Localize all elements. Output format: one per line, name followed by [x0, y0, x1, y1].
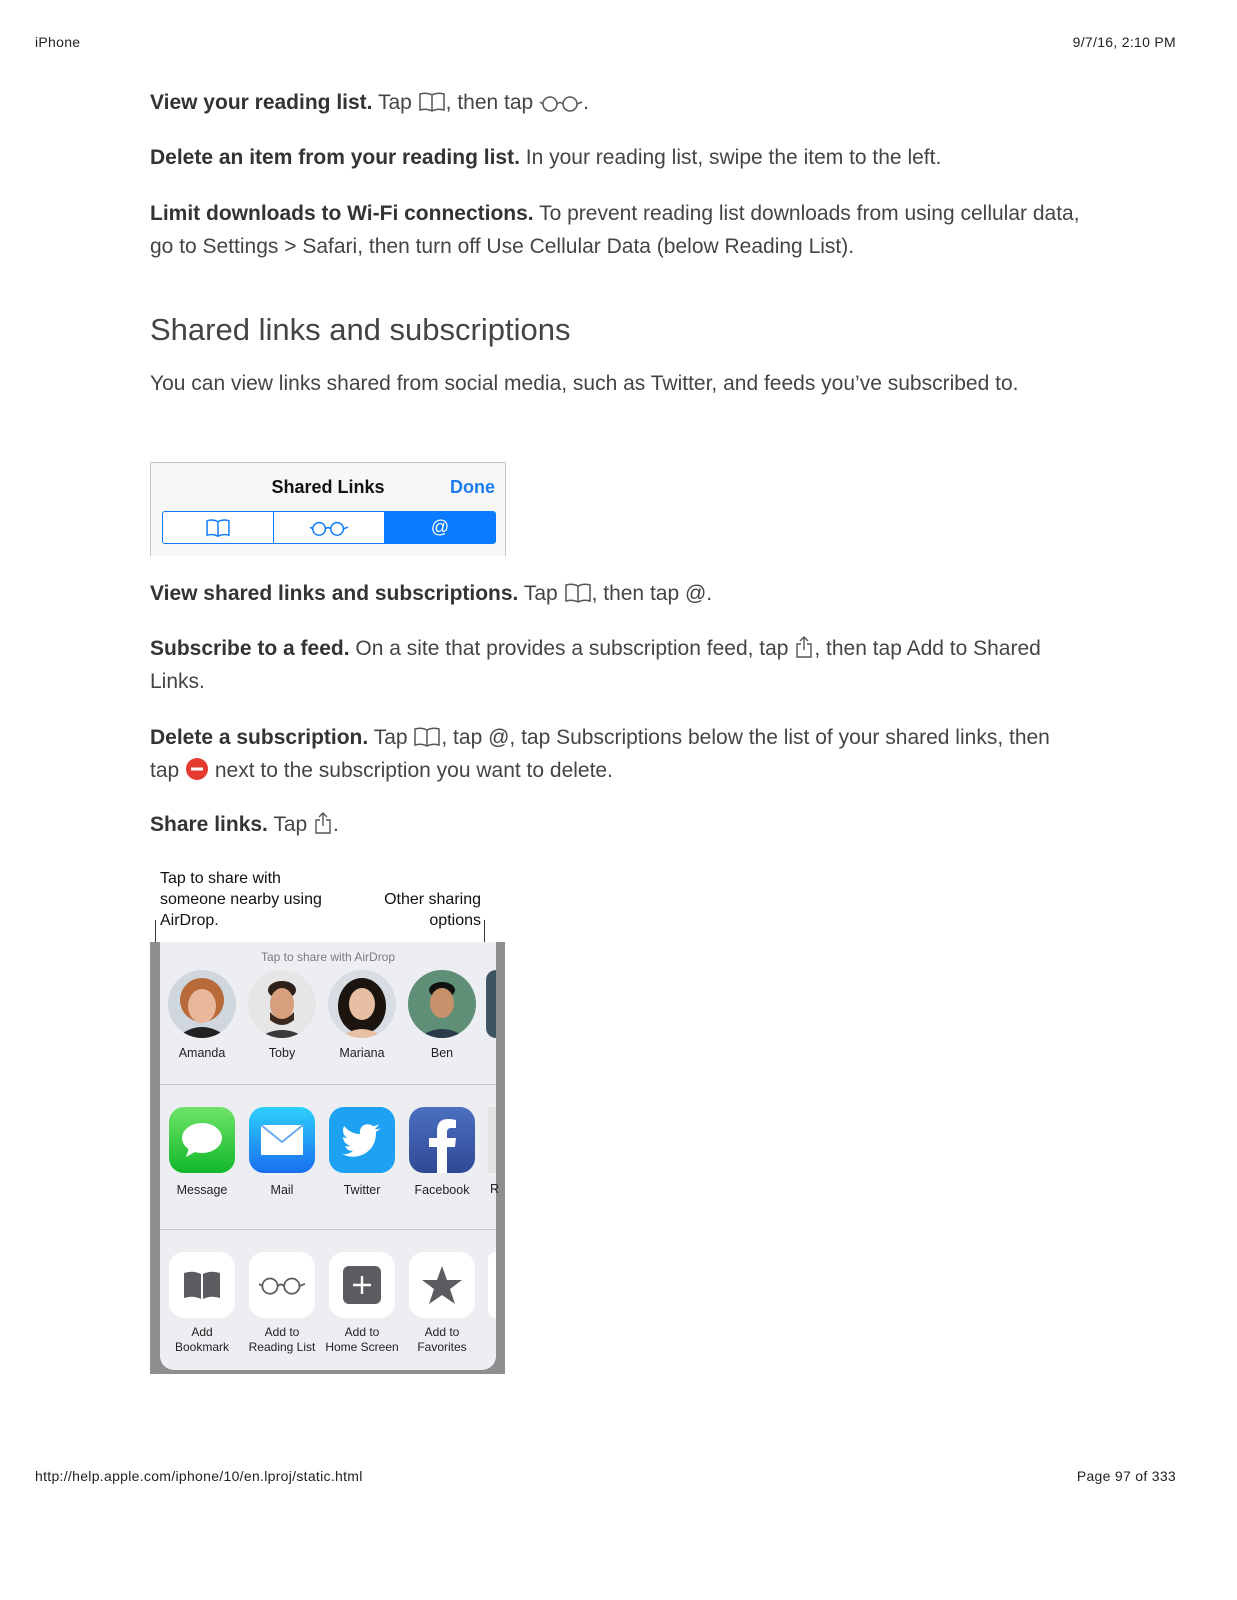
message-icon — [169, 1107, 235, 1173]
app-partial-icon — [488, 1107, 496, 1173]
para-lead: Subscribe to a feed. — [150, 637, 350, 660]
action-label-line1: Add to — [264, 1325, 300, 1339]
app-name: Twitter — [343, 1183, 381, 1197]
facebook-icon — [409, 1107, 475, 1173]
share-icon — [313, 811, 333, 835]
para-lead: Delete a subscription. — [150, 726, 369, 749]
app-message[interactable] — [164, 1107, 240, 1198]
text: . — [333, 813, 339, 836]
star-icon — [409, 1252, 475, 1318]
action-label-line2: Home Screen — [325, 1340, 399, 1354]
para-lead: View shared links and subscriptions. — [150, 582, 519, 605]
para-lead: Share links. — [150, 813, 268, 836]
para-view-reading-list — [150, 86, 1080, 119]
divider — [160, 1229, 496, 1230]
header-title: iPhone — [35, 34, 81, 50]
action-add-home-screen[interactable] — [322, 1252, 402, 1355]
mail-icon — [249, 1107, 315, 1173]
twitter-icon — [329, 1107, 395, 1173]
callout-other-options: Other sharing options — [384, 891, 481, 929]
reading-glasses-icon — [249, 1252, 315, 1318]
share-icon — [794, 635, 814, 659]
text: In your reading list, swipe the item to the left. — [519, 146, 942, 169]
action-add-bookmark[interactable] — [162, 1252, 242, 1355]
app-mail[interactable] — [244, 1107, 320, 1198]
person-name: Mariana — [339, 1046, 385, 1060]
reading-glasses-icon — [309, 519, 349, 537]
action-label — [242, 1325, 322, 1355]
action-label — [322, 1325, 402, 1355]
shared-links-screenshot — [150, 462, 506, 556]
bookmarks-icon — [413, 726, 441, 748]
text: . — [583, 91, 589, 114]
para-subscribe-feed — [150, 632, 1080, 698]
para-lead: Limit downloads to Wi-Fi connections. — [150, 202, 534, 225]
person-name: Toby — [268, 1046, 296, 1060]
action-label-line1: Add to — [424, 1325, 460, 1339]
action-label — [402, 1325, 482, 1355]
airdrop-title: Tap to share with AirDrop — [260, 950, 396, 964]
tab-reading-list[interactable] — [274, 512, 385, 543]
action-add-favorites[interactable] — [402, 1252, 482, 1355]
text: next to the subscription you want to delete. — [209, 759, 613, 782]
app-facebook[interactable] — [404, 1107, 480, 1198]
header-timestamp: 9/7/16, 2:10 PM — [1072, 34, 1176, 50]
reading-glasses-icon — [539, 93, 583, 113]
text: , tap @, tap Subscriptions below the list of your shared links, then tap — [150, 726, 1050, 782]
divider — [160, 1084, 496, 1085]
tab-bookmarks[interactable] — [163, 512, 274, 543]
action-label-line1: Add to — [344, 1325, 380, 1339]
airdrop-person[interactable] — [327, 970, 397, 1061]
text: , then tap Add to Shared Links. — [150, 637, 1041, 693]
person-name: Amanda — [178, 1046, 226, 1060]
app-partial-name: R — [490, 1182, 500, 1196]
section-intro: You can view links shared from social media, such as Twitter, and feeds you’ve subscribed to. — [150, 372, 1019, 395]
footer-page-number: Page 97 of 333 — [1076, 1468, 1176, 1484]
share-sheet-screenshot — [150, 942, 505, 1374]
done-button[interactable]: Done — [450, 477, 495, 497]
action-label-line1: Add — [191, 1325, 213, 1339]
bookmarks-icon — [418, 91, 446, 113]
avatar — [408, 970, 476, 1038]
para-share-links — [150, 808, 1080, 841]
text: Tap — [518, 582, 564, 605]
action-add-reading-list[interactable] — [242, 1252, 322, 1355]
avatar — [328, 970, 396, 1038]
avatar — [168, 970, 236, 1038]
action-label-line2: Reading List — [248, 1340, 316, 1354]
text: Tap — [372, 91, 418, 114]
airdrop-person[interactable] — [167, 970, 237, 1061]
segmented-control — [162, 511, 496, 544]
bookmarks-icon — [205, 518, 231, 538]
text: Tap — [267, 813, 314, 836]
action-partial-icon — [488, 1252, 496, 1318]
avatar-partial — [486, 970, 496, 1038]
para-delete-subscription — [150, 721, 1080, 787]
tab-shared-links[interactable]: @ — [385, 512, 495, 543]
callout-airdrop: Tap to share with someone nearby using AirDrop. — [160, 870, 322, 929]
airdrop-person[interactable] — [407, 970, 477, 1061]
para-lead: Delete an item from your reading list. — [150, 146, 520, 169]
app-name: Mail — [270, 1183, 294, 1197]
text: Tap — [368, 726, 414, 749]
avatar — [248, 970, 316, 1038]
para-delete-item — [150, 141, 1080, 174]
action-label — [162, 1325, 242, 1355]
airdrop-person[interactable] — [247, 970, 317, 1061]
para-lead: View your reading list. — [150, 91, 373, 114]
text: , then tap @. — [591, 582, 713, 605]
footer-url: http://help.apple.com/iphone/10/en.lproj/static.html — [35, 1468, 363, 1484]
text: On a site that provides a subscription feed, tap — [349, 637, 795, 660]
bookmark-icon — [169, 1252, 235, 1318]
action-label-line2: Favorites — [417, 1340, 467, 1354]
text: To prevent reading list downloads from using cellular data, go to Settings > Safari, then turn off Use Cellular Data (below Reading List). — [150, 202, 1080, 258]
text: , then tap — [445, 91, 540, 114]
bookmarks-icon — [564, 582, 592, 604]
delete-minus-icon — [185, 757, 209, 781]
person-name: Ben — [430, 1046, 454, 1060]
action-label-line2: Bookmark — [174, 1340, 230, 1354]
para-limit-downloads — [150, 197, 1080, 263]
shared-links-title: Shared Links — [271, 477, 385, 497]
app-twitter[interactable] — [324, 1107, 400, 1198]
para-view-shared-links — [150, 577, 1080, 610]
app-name: Message — [176, 1183, 228, 1197]
app-name: Facebook — [414, 1183, 470, 1197]
add-square-icon — [329, 1252, 395, 1318]
section-heading: Shared links and subscriptions — [150, 312, 571, 347]
share-sheet — [160, 942, 500, 1370]
